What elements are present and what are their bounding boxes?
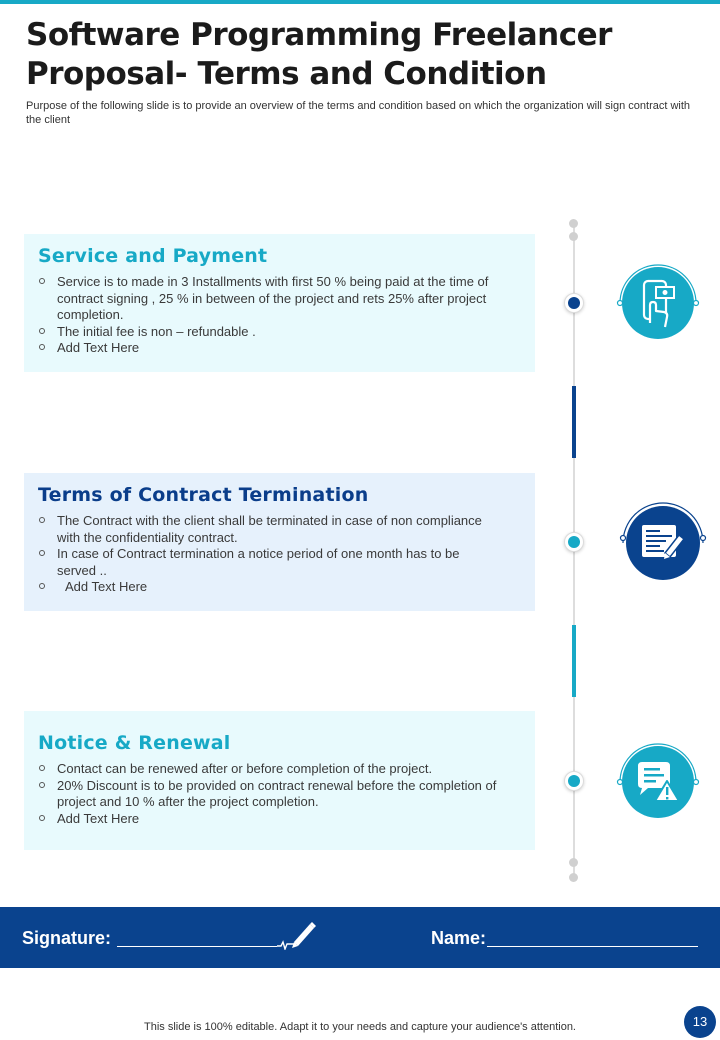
list-item: Service is to made in 3 Installments with first 50 % being paid at the time of contract signing , 25 % in between of the project and rets 25% after project completion. [38,274,498,324]
timeline-dot [569,232,578,241]
top-accent-bar [0,0,720,4]
page-title: Software Programming Freelancer Proposal- Terms and Condition [26,17,612,92]
bullet-circle-icon [39,782,45,788]
timeline-segment [572,625,576,697]
card-heading: Service and Payment [38,245,268,267]
service-payment-card [24,234,535,372]
notice-warning-icon [612,736,704,828]
list-item: Add Text Here [38,579,498,596]
mobile-payment-icon [612,257,704,349]
timeline-segment [572,386,576,458]
list-item: In case of Contract termination a notice period of one month has to be served .. [38,546,498,579]
signature-line[interactable] [117,946,277,947]
list-item: Contact can be renewed after or before completion of the project. [38,761,498,778]
list-item: Add Text Here [38,340,498,357]
bullet-circle-icon [39,550,45,556]
bullet-list [38,761,521,827]
pen-signature-icon [276,920,318,950]
page-number-badge: 13 [684,1006,716,1038]
timeline-dot [569,858,578,867]
list-item: 20% Discount is to be provided on contract renewal before the completion of project and 10 % after the project completion. [38,778,498,811]
contract-signing-icon [617,497,709,589]
card-heading: Notice & Renewal [38,732,231,754]
bullet-list [38,274,521,357]
bullet-list [38,513,521,596]
list-item: The Contract with the client shall be terminated in case of non compliance with the confidentiality contract. [38,513,498,546]
timeline-node [564,293,584,313]
bullet-circle-icon [39,765,45,771]
signature-label: Signature: [22,928,112,948]
bullet-circle-icon [39,517,45,523]
name-line[interactable] [487,946,698,947]
bullet-circle-icon [39,278,45,284]
contract-termination-card [24,473,535,611]
bullet-circle-icon [39,344,45,350]
bullet-circle-icon [39,328,45,334]
name-label: Name: [431,928,487,948]
list-item: The initial fee is non – refundable . [38,324,498,341]
card-heading: Terms of Contract Termination [38,484,369,506]
bullet-circle-icon [39,815,45,821]
timeline-node [564,532,584,552]
editable-note: This slide is 100% editable. Adapt it to your needs and capture your audience's attention. [144,1021,576,1033]
timeline-node [564,771,584,791]
list-item: Add Text Here [38,811,498,828]
timeline-dot [569,219,578,228]
notice-renewal-card [24,711,535,850]
page-subtitle: Purpose of the following slide is to provide an overview of the terms and condition based on which the organization will sign contract with the client [26,100,691,126]
timeline-dot [569,873,578,882]
bullet-circle-icon [39,583,45,589]
